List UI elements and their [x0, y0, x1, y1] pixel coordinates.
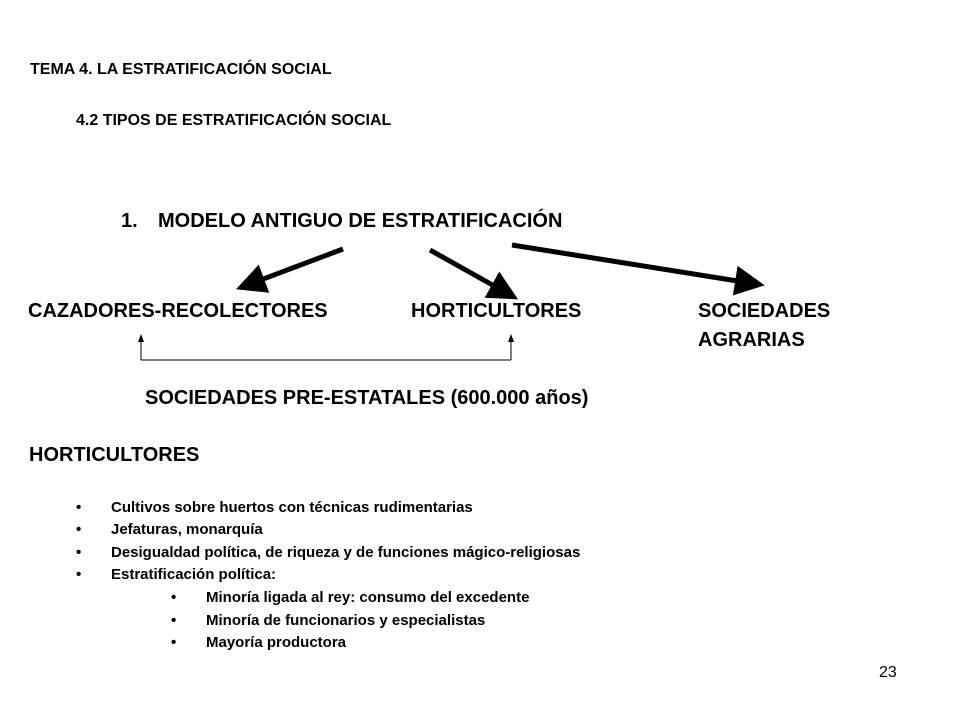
bullet-dot: • — [76, 521, 82, 538]
sub-list-item-text: Mayoría productora — [206, 634, 347, 651]
bullet-dot: • — [171, 634, 177, 651]
sub-list-item-text: Minoría de funcionarios y especialistas — [206, 612, 486, 629]
subtopic-title: 4.2 TIPOS DE ESTRATIFICACIÓN SOCIAL — [76, 112, 392, 129]
arrow-to-agrarias — [512, 245, 750, 283]
sub-list-item — [171, 589, 530, 606]
sub-list-item — [171, 634, 347, 651]
list-item — [76, 499, 473, 516]
branch-horticultores: HORTICULTORES — [411, 300, 582, 322]
bullet-dot: • — [171, 612, 177, 629]
model-number: 1. — [121, 210, 138, 232]
branch-cazadores-recolectores: CAZADORES-RECOLECTORES — [28, 300, 328, 322]
branch-agrarias-line2: AGRARIAS — [698, 329, 805, 351]
model-title: MODELO ANTIGUO DE ESTRATIFICACIÓN — [158, 210, 563, 232]
page-number: 23 — [879, 664, 897, 681]
list-item-text: Estratificación política: — [111, 566, 277, 583]
arrow-to-cazadores — [250, 249, 343, 284]
list-item-text: Desigualdad política, de riqueza y de funciones mágico-religiosas — [111, 544, 581, 561]
list-item — [76, 566, 277, 583]
sub-list-item — [171, 612, 486, 629]
sub-list-item-text: Minoría ligada al rey: consumo del excedente — [206, 589, 530, 606]
list-item-text: Cultivos sobre huertos con técnicas rudimentarias — [111, 499, 473, 516]
bullet-dot: • — [76, 566, 82, 583]
group-label-pre-estatales: SOCIEDADES PRE-ESTATALES (600.000 años) — [145, 387, 589, 409]
arrow-to-horticultores — [430, 250, 505, 292]
topic-title: TEMA 4. LA ESTRATIFICACIÓN SOCIAL — [30, 61, 332, 78]
list-item — [76, 521, 263, 538]
bullet-dot: • — [76, 544, 82, 561]
list-item-text: Jefaturas, monarquía — [111, 521, 263, 538]
bullet-dot: • — [171, 589, 177, 606]
bullet-dot: • — [76, 499, 82, 516]
branch-sociedades-line1: SOCIEDADES — [698, 300, 831, 322]
section-title: HORTICULTORES — [29, 444, 200, 466]
list-item — [76, 544, 581, 561]
